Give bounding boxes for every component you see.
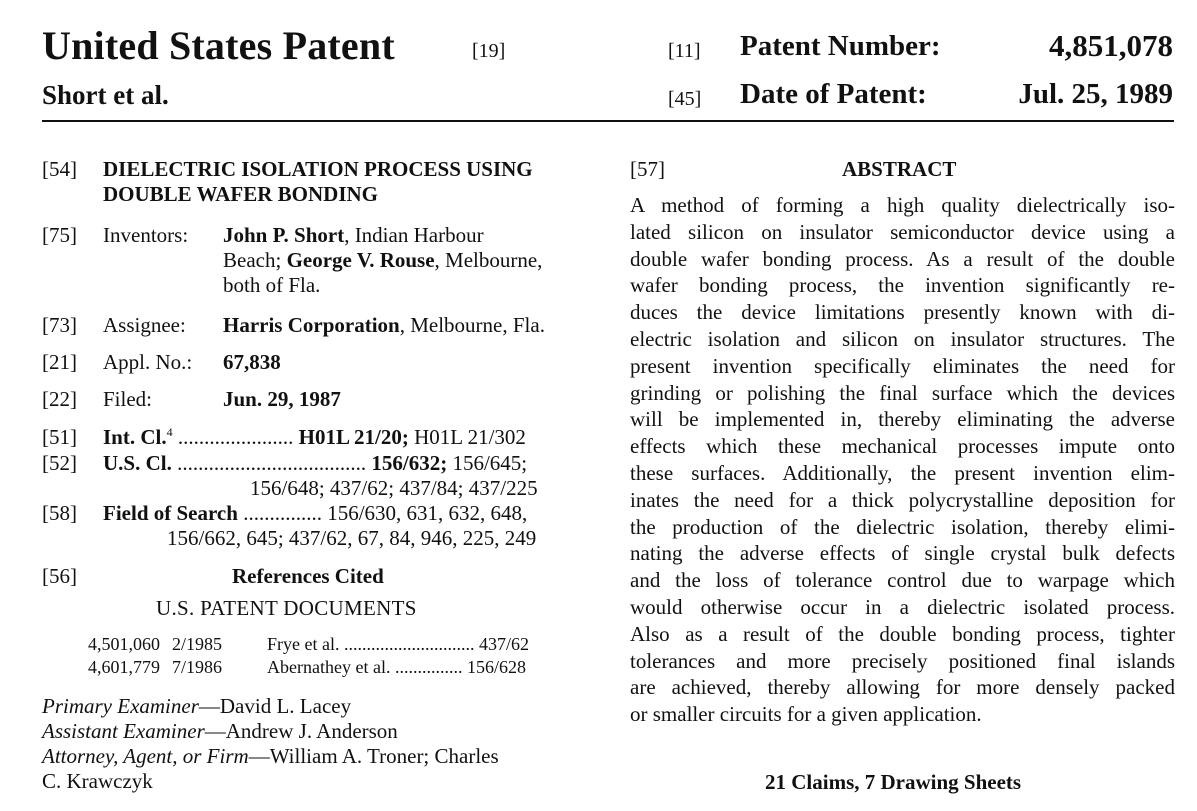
- ref-dots: .............................: [339, 634, 479, 654]
- abstract-body: [630, 192, 1175, 728]
- ref-dots: ...............: [390, 657, 467, 677]
- reference-row-2: [88, 657, 526, 678]
- title-field-code: [54]: [42, 157, 77, 181]
- inventor2-name: George V. Rouse: [286, 248, 435, 272]
- abstract-line: and the loss of tolerance control due to warpage which: [630, 568, 1175, 593]
- refs-subheading: U.S. PATENT DOCUMENTS: [156, 596, 417, 620]
- ref-date: 2/1985: [172, 634, 223, 654]
- patent-title: United States Patent: [42, 23, 395, 68]
- primary-examiner-label: Primary Examiner: [42, 694, 199, 718]
- abstract-line: Also as a result of the double bonding process, tighter: [630, 621, 1175, 646]
- patent-number-label: Patent Number:: [740, 30, 941, 62]
- abstract-heading: ABSTRACT: [842, 157, 957, 181]
- abstract-line: are achieved, thereby allowing for more densely packed: [630, 675, 1175, 700]
- authors: Short et al.: [42, 80, 169, 110]
- date-label: Date of Patent:: [740, 78, 927, 110]
- attorney: [42, 744, 499, 769]
- abstract-line: these surfaces. Additionally, the present invention elim-: [630, 460, 1175, 485]
- invention-title-line1: DIELECTRIC ISOLATION PROCESS USING: [103, 157, 533, 181]
- search-line1: 156/630, 631, 632, 648,: [327, 501, 528, 525]
- inventor2-location: , Melbourne,: [434, 248, 543, 272]
- attorney-name: —William A. Troner; Charles: [248, 744, 499, 768]
- assistant-examiner-name: —Andrew J. Anderson: [204, 719, 398, 743]
- abstract-line: inates the need for a thick polycrystalline deposition for: [630, 487, 1175, 512]
- date-code: [45]: [668, 88, 702, 110]
- abstract-line: nating the adverse effects of single crystal bulk defects: [630, 541, 1175, 566]
- assignee-value: [223, 313, 545, 338]
- search-code: [58]: [42, 501, 77, 525]
- uscl-main: 156/632;: [371, 451, 448, 475]
- abstract-line: tolerances and more precisely positioned final islands: [630, 648, 1175, 673]
- abstract-line: electric isolation and silicon on insulator structures. The: [630, 326, 1175, 351]
- ref-class: 156/628: [466, 657, 526, 677]
- intcl-dots: ......................: [172, 425, 299, 449]
- intcl-label: Int. Cl.: [103, 425, 167, 449]
- inventors-label: Inventors:: [103, 223, 189, 247]
- abstract-line: or smaller circuits for a given application.: [630, 702, 982, 727]
- abstract-line: duces the device limitations presently known with di-: [630, 300, 1175, 325]
- title-code: [19]: [472, 40, 506, 62]
- ref-date: 7/1986: [172, 657, 223, 677]
- search-dots: ...............: [237, 501, 328, 525]
- uscl-code: [52]: [42, 451, 77, 475]
- inventor1-name: John P. Short: [223, 223, 345, 247]
- header-rule: [42, 120, 1174, 122]
- assignee-label: Assignee:: [103, 313, 186, 337]
- uscl-line2: 156/648; 437/62; 437/84; 437/225: [250, 476, 538, 500]
- reference-row-1: [88, 634, 529, 655]
- search-label: Field of Search: [103, 501, 238, 525]
- intcl-sup: 4: [166, 425, 173, 439]
- inventors-code: [75]: [42, 223, 77, 247]
- primary-examiner: [42, 694, 351, 719]
- primary-examiner-name: —David L. Lacey: [198, 694, 352, 718]
- intcl-code: [51]: [42, 425, 77, 449]
- filed-label: Filed:: [103, 387, 153, 411]
- attorney-label: Attorney, Agent, or Firm: [42, 744, 249, 768]
- assignee-name: Harris Corporation: [223, 313, 400, 337]
- inventor1-location: , Indian Harbour: [344, 223, 484, 247]
- refs-code: [56]: [42, 564, 77, 588]
- assistant-examiner-label: Assistant Examiner: [42, 719, 205, 743]
- attorney-line2: C. Krawczyk: [42, 769, 153, 793]
- abstract-line: the production of the dielectric isolation, thereby elimi-: [630, 514, 1175, 539]
- appl-number: 67,838: [223, 350, 281, 374]
- invention-title-line2: DOUBLE WAFER BONDING: [103, 182, 378, 206]
- patent-number: 4,851,078: [1049, 28, 1173, 63]
- abstract-line: present invention specifically eliminates the need for: [630, 353, 1175, 378]
- search-line2: 156/662, 645; 437/62, 67, 84, 946, 225, 249: [167, 526, 537, 550]
- intcl-rest: H01L 21/302: [408, 425, 526, 449]
- inventors-line2: [223, 248, 542, 273]
- assignee-code: [73]: [42, 313, 77, 337]
- assistant-examiner: [42, 719, 398, 744]
- appl-code: [21]: [42, 350, 77, 374]
- abstract-line: effects which these mechanical processes impute onto: [630, 434, 1175, 459]
- abstract-code: [57]: [630, 157, 665, 181]
- abstract-line: would otherwise occur in a dielectric isolated process.: [630, 594, 1175, 619]
- abstract-line: wafer bonding process, the invention significantly re-: [630, 273, 1175, 298]
- intcl-line: [103, 425, 526, 450]
- refs-heading: References Cited: [232, 564, 384, 588]
- inventors-line3: both of Fla.: [223, 273, 321, 297]
- uscl-dots: ....................................: [171, 451, 372, 475]
- uscl-line: [103, 451, 527, 476]
- inventors-line1: [223, 223, 484, 248]
- appl-label: Appl. No.:: [103, 350, 193, 374]
- intcl-main: H01L 21/20;: [298, 425, 409, 449]
- ref-class: 437/62: [478, 634, 529, 654]
- filed-code: [22]: [42, 387, 77, 411]
- ref-name: Abernathey et al.: [267, 657, 391, 677]
- abstract-line: lated silicon on insulator semiconductor device using a: [630, 219, 1175, 244]
- uscl-label: U.S. Cl.: [103, 451, 172, 475]
- abstract-line: grinding or polishing the final surface which the devices: [630, 380, 1175, 405]
- search-line: [103, 501, 527, 526]
- ref-number: 4,601,779: [88, 657, 160, 677]
- abstract-line: A method of forming a high quality dielectrically iso-: [630, 193, 1175, 217]
- ref-name: Frye et al.: [267, 634, 340, 654]
- filed-date: Jun. 29, 1987: [223, 387, 341, 411]
- abstract-line: will be implemented in, thereby eliminating the adverse: [630, 407, 1175, 432]
- patent-number-code: [11]: [668, 40, 701, 62]
- inventor1-location2: Beach;: [223, 248, 287, 272]
- patent-date: Jul. 25, 1989: [1018, 78, 1173, 110]
- abstract-line: double wafer bonding process. As a result of the double: [630, 246, 1175, 271]
- claims-summary: 21 Claims, 7 Drawing Sheets: [765, 770, 1022, 794]
- uscl-rest: 156/645;: [447, 451, 528, 475]
- ref-number: 4,501,060: [88, 634, 160, 654]
- assignee-location: , Melbourne, Fla.: [399, 313, 545, 337]
